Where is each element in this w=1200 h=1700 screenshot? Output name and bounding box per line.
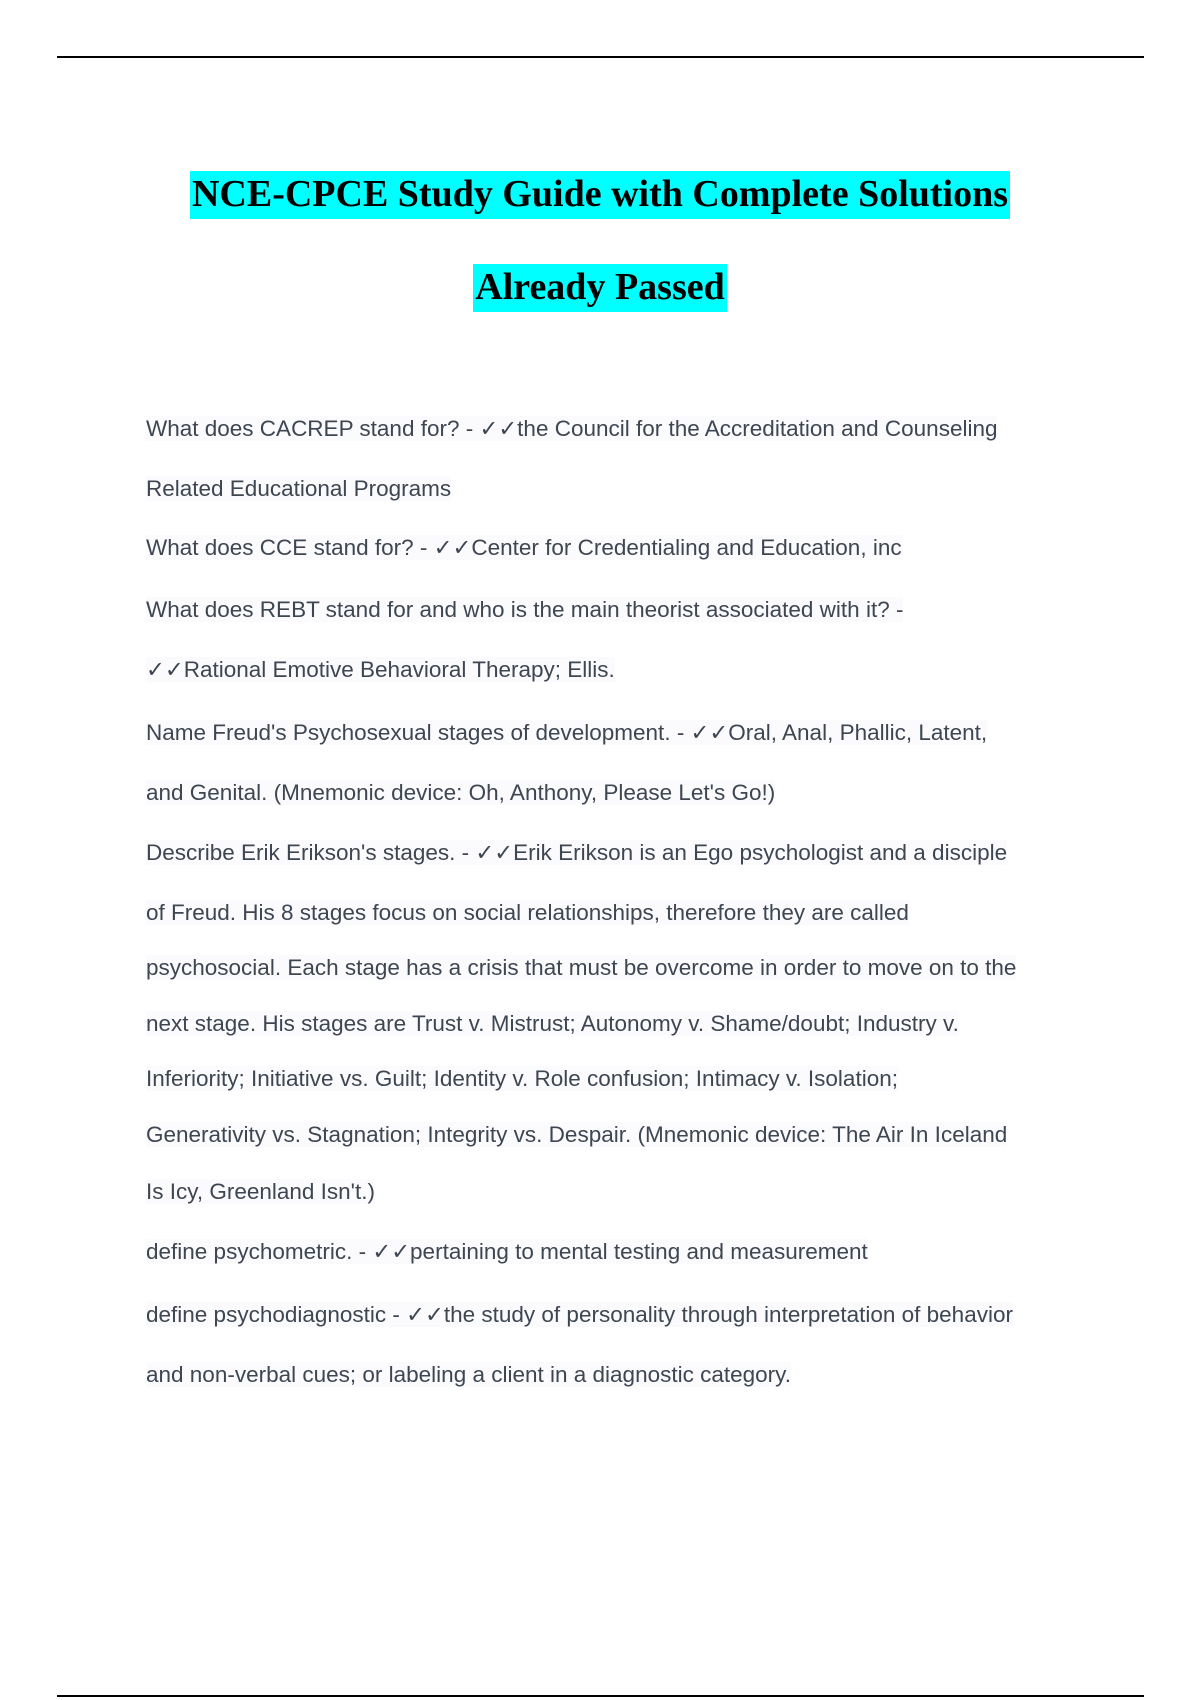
title-line-2: Already Passed [473, 264, 726, 312]
qa-line-text: of Freud. His 8 stages focus on social relationships, therefore they are called [146, 900, 909, 925]
qa-line-text: Describe Erik Erikson's stages. - ✓✓Erik Erikson is an Ego psychologist and a disciple [146, 840, 1008, 865]
qa-line-text: Inferiority; Initiative vs. Guilt; Identity v. Role confusion; Intimacy v. Isolation; [146, 1066, 898, 1091]
qa-item [146, 836, 1096, 1234]
qa-line-text: define psychometric. - ✓✓pertaining to mental testing and measurement [146, 1239, 868, 1264]
qa-line [146, 653, 1096, 716]
qa-item [146, 593, 1096, 716]
qa-line [146, 531, 1096, 593]
qa-item [146, 531, 1096, 593]
qa-line-text: and Genital. (Mnemonic device: Oh, Anthony, Please Let's Go!) [146, 780, 776, 805]
qa-line [146, 1009, 1096, 1064]
qa-item [146, 1234, 1096, 1298]
qa-line-text: define psychodiagnostic - ✓✓the study of personality through interpretation of behavior [146, 1302, 1013, 1327]
qa-line-text: Related Educational Programs [146, 476, 452, 501]
qa-line [146, 1064, 1096, 1120]
title-line-1: NCE-CPCE Study Guide with Complete Solutions [190, 171, 1010, 219]
qa-line [146, 1298, 1096, 1358]
qa-line [146, 898, 1096, 953]
qa-line [146, 716, 1096, 776]
qa-line [146, 1358, 1096, 1418]
qa-list [146, 412, 1096, 1418]
qa-line [146, 1176, 1096, 1234]
qa-line [146, 473, 1096, 531]
qa-line-text: ✓✓Rational Emotive Behavioral Therapy; Ellis. [146, 657, 615, 682]
qa-line-text: Name Freud's Psychosexual stages of development. - ✓✓Oral, Anal, Phallic, Latent, [146, 720, 988, 745]
qa-line-text: What does CCE stand for? - ✓✓Center for Credentialing and Education, inc [146, 535, 902, 560]
qa-line [146, 836, 1096, 898]
document-subtitle [0, 264, 1200, 312]
qa-item [146, 716, 1096, 836]
qa-line [146, 593, 1096, 653]
qa-line [146, 1120, 1096, 1176]
qa-line [146, 1234, 1096, 1298]
qa-line [146, 412, 1096, 473]
qa-line-text: Is Icy, Greenland Isn't.) [146, 1179, 375, 1204]
qa-line-text: What does CACREP stand for? - ✓✓the Council for the Accreditation and Counseling [146, 416, 998, 441]
qa-line-text: What does REBT stand for and who is the main theorist associated with it? - [146, 597, 904, 622]
document-title [0, 171, 1200, 219]
qa-line-text: and non-verbal cues; or labeling a client in a diagnostic category. [146, 1362, 791, 1387]
qa-item [146, 412, 1096, 531]
qa-line-text: next stage. His stages are Trust v. Mistrust; Autonomy v. Shame/doubt; Industry v. [146, 1011, 959, 1036]
bottom-rule [57, 1695, 1144, 1697]
qa-line-text: psychosocial. Each stage has a crisis that must be overcome in order to move on to the [146, 955, 1017, 980]
qa-line-text: Generativity vs. Stagnation; Integrity vs. Despair. (Mnemonic device: The Air In Iceland [146, 1122, 1008, 1147]
qa-item [146, 1298, 1096, 1418]
top-rule [57, 56, 1144, 58]
qa-line [146, 953, 1096, 1009]
qa-line [146, 776, 1096, 836]
